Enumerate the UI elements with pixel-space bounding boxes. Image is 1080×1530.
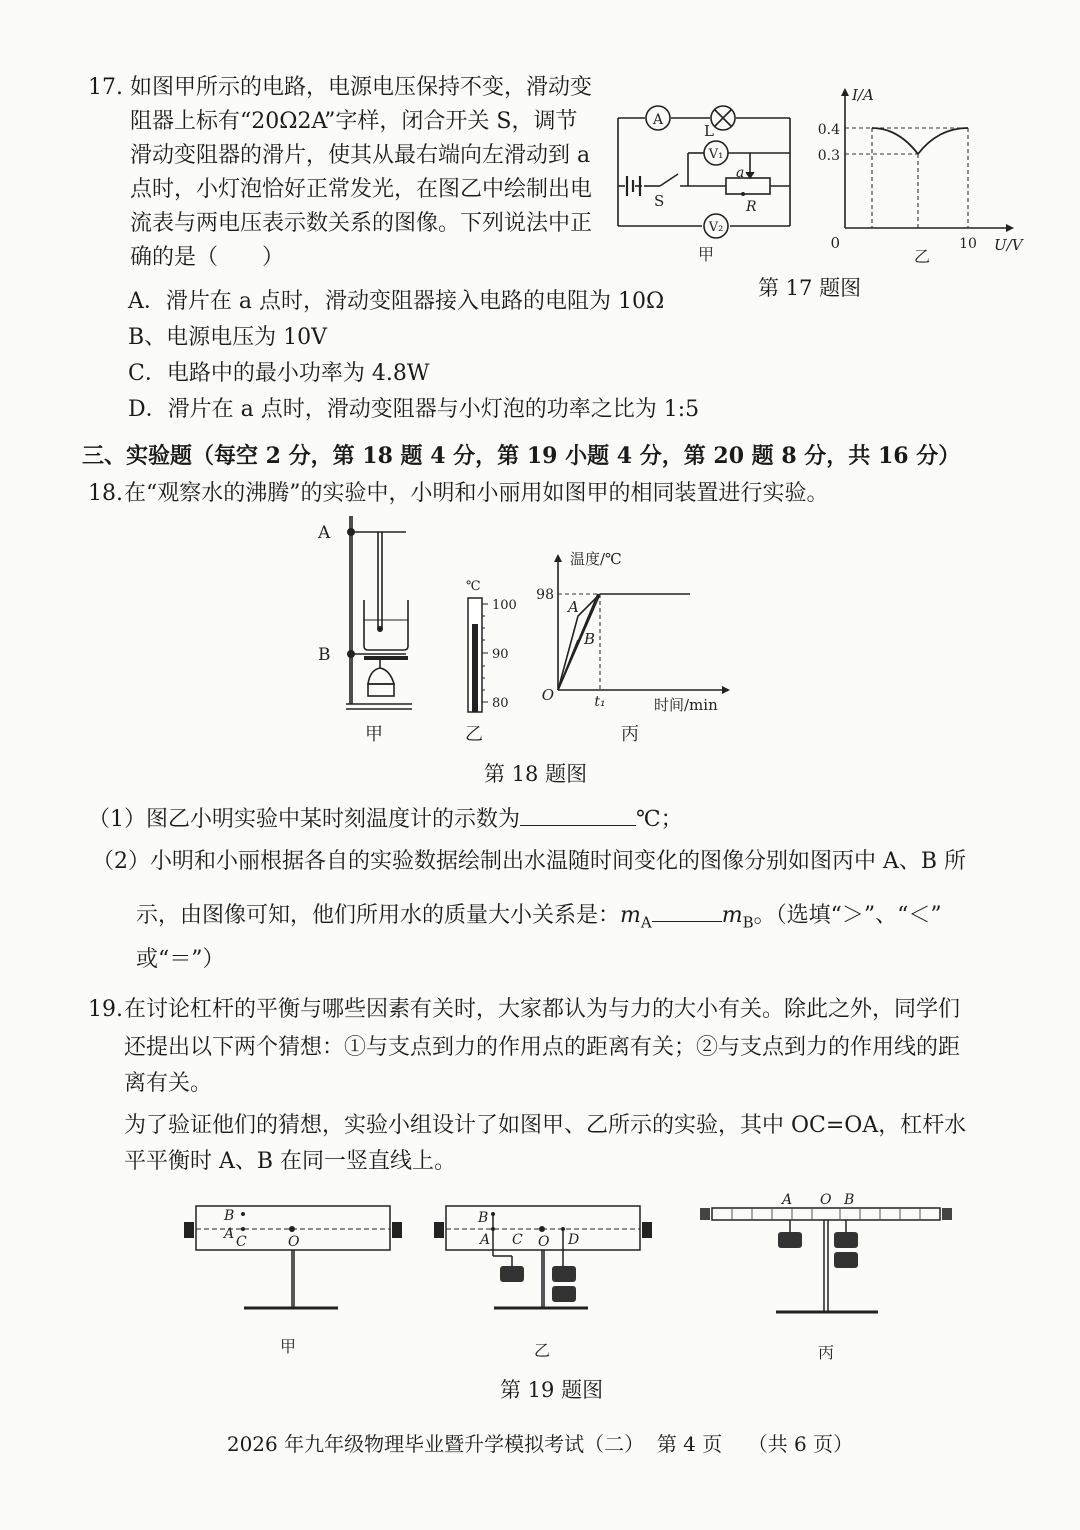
q19-figure-caption: 第 19 题图	[500, 1378, 604, 1402]
q17-line-2: 阻器上标有“20Ω2A”字样，闭合开关 S，调节	[130, 109, 578, 134]
graph-y-tick-98: 98	[536, 587, 554, 603]
q18-sub1-prefix: （1）图乙小明实验中某时刻温度计的示数为	[88, 807, 520, 832]
mass-subscript-b: B	[742, 913, 754, 932]
q17-fig-jia-label: 甲	[697, 245, 715, 264]
switch-label: S	[654, 192, 665, 210]
point-a-bing: A	[782, 1192, 793, 1208]
mass-symbol-b: m	[721, 903, 743, 928]
thermo-tick-90: 90	[492, 647, 509, 662]
resistor-label: R	[746, 199, 757, 215]
q18-fig-bing-label: 丙	[621, 724, 639, 745]
line-b-label: B	[584, 630, 596, 648]
q17-number: 17.	[88, 75, 123, 100]
q17-circuit-diagram	[600, 78, 815, 268]
q18-text: 在“观察水的沸腾”的实验中，小明和小丽用如图甲的相同装置进行实验。	[124, 481, 829, 506]
q18-sub2-line1: （2）小明和小丽根据各自的实验数据绘制出水温随时间变化的图像分别如图丙中 A、B 所	[92, 849, 967, 874]
graph-x-axis: 时间/min	[654, 696, 718, 714]
q17-iu-graph	[812, 82, 1032, 272]
q17-line-1: 如图甲所示的电路，电源电压保持不变，滑动变	[130, 75, 593, 100]
section-3-heading: 三、实验题（每空 2 分，第 18 题 4 分，第 19 小题 4 分，第 20 题 8 分，共 16 分）	[82, 443, 961, 469]
q17-option-a: A．滑片在 a 点时，滑动变阻器接入电路的电阻为 10Ω	[128, 289, 665, 314]
q17-option-c: C．电路中的最小功率为 4.8W	[128, 361, 430, 386]
q19-line-1: 在讨论杠杆的平衡与哪些因素有关时，大家都认为与力的大小有关。除此之外，同学们	[124, 997, 961, 1022]
q19-line-2: 还提出以下两个猜想：①与支点到力的作用点的距离有关；②与支点到力的作用线的距	[124, 1035, 961, 1060]
q18-number: 18.	[88, 481, 123, 506]
y-tick-0.3: 0.3	[817, 148, 840, 164]
q17-option-d: D．滑片在 a 点时，滑动变阻器与小灯泡的功率之比为 1:5	[128, 397, 700, 422]
thermo-tick-100: 100	[492, 598, 517, 613]
point-b-bing: B	[844, 1192, 855, 1208]
q18-boiling-apparatus	[308, 508, 428, 748]
q18-sub2-prefix: 示，由图像可知，他们所用水的质量大小关系是：	[136, 903, 621, 928]
q17-line-5: 流表与两电压表示数关系的图像。下列说法中正	[130, 211, 593, 236]
q17-option-b: B、电源电压为 10V	[128, 325, 328, 350]
mass-subscript-a: A	[640, 913, 652, 932]
q18-temperature-graph	[530, 544, 750, 750]
point-c-yi: C	[512, 1232, 523, 1248]
q19-lever-board-yi	[428, 1196, 664, 1366]
q17-line-4: 点时，小灯泡恰好正常发光，在图乙中绘制出电	[130, 177, 593, 202]
graph-x-tick-t1: t₁	[594, 694, 606, 710]
point-a-yi: A	[480, 1232, 491, 1248]
point-b-jia: B	[224, 1208, 235, 1224]
thermo-tick-80: 80	[492, 696, 509, 711]
q18-sub1-suffix: ℃；	[636, 807, 683, 832]
point-o-yi: O	[538, 1234, 550, 1250]
point-a-jia: A	[224, 1226, 235, 1242]
q19-fig-bing-label: 丙	[817, 1343, 835, 1362]
v2-label: V₂	[708, 220, 724, 235]
q19-lever-bar-bing	[692, 1186, 962, 1366]
point-b-yi: B	[478, 1210, 489, 1226]
graph-y-axis: 温度/℃	[570, 550, 622, 568]
slider-point-label: a	[736, 165, 745, 181]
q19-number: 19.	[88, 997, 123, 1022]
ammeter-label: A	[652, 112, 664, 128]
lamp-label: L	[704, 122, 714, 140]
y-tick-0.4: 0.4	[817, 122, 840, 138]
mass-symbol-a: m	[620, 903, 641, 928]
q19-lever-board-jia	[178, 1196, 408, 1366]
q18-figure-caption: 第 18 题图	[484, 762, 588, 786]
point-c-jia: C	[236, 1234, 247, 1250]
stand-label-a: A	[318, 523, 331, 543]
line-a-label: A	[568, 598, 579, 616]
x-tick-10: 10	[959, 236, 977, 252]
q18-thermometer	[452, 574, 522, 750]
v1-label: V₁	[708, 147, 724, 162]
q19-fig-yi-label: 乙	[533, 1341, 551, 1360]
q17-fig-yi-label: 乙	[913, 247, 931, 266]
thermometer-unit: ℃	[466, 579, 481, 594]
q17-line-3: 滑动变阻器的滑片，使其从最右端向左滑动到 a	[130, 143, 591, 168]
stand-label-b: B	[318, 645, 331, 665]
point-d-yi: D	[568, 1232, 580, 1248]
q18-sub2-line2	[136, 898, 942, 940]
q18-sub2-suffix: 。（选填“＞”、“＜”	[753, 903, 942, 928]
q19-line-5: 平平衡时 A、B 在同一竖直线上。	[124, 1149, 457, 1174]
x-axis-label: U/V	[994, 236, 1023, 254]
graph-origin: O	[541, 686, 554, 704]
point-o-bing: O	[820, 1192, 832, 1208]
q18-fig-jia-label: 甲	[365, 724, 383, 745]
q17-line-6: 确的是（ ）	[130, 245, 285, 270]
page-footer: 2026 年九年级物理毕业暨升学模拟考试（二） 第 4 页 （共 6 页）	[226, 1432, 854, 1456]
q18-sub1-answer-blank[interactable]	[520, 825, 636, 826]
q18-sub2-answer-blank[interactable]	[652, 921, 722, 922]
origin-label: 0	[830, 234, 840, 252]
q18-sub1	[88, 802, 683, 838]
q17-figure-caption: 第 17 题图	[758, 276, 862, 300]
q18-fig-yi-label: 乙	[465, 724, 483, 745]
y-axis-label: I/A	[852, 86, 874, 104]
q19-fig-jia-label: 甲	[279, 1337, 297, 1356]
q19-line-4: 为了验证他们的猜想，实验小组设计了如图甲、乙所示的实验，其中 OC=OA，杠杆水	[124, 1113, 967, 1138]
q19-line-3: 离有关。	[124, 1071, 213, 1096]
q18-sub2-line3: 或“＝”）	[136, 947, 225, 972]
point-o-jia: O	[288, 1234, 300, 1250]
